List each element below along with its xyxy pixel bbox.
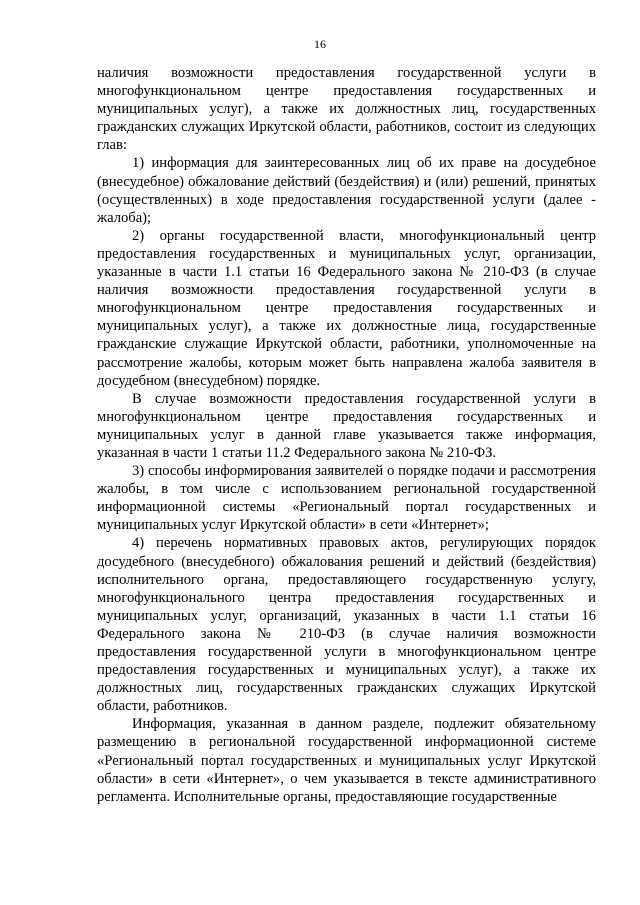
- paragraph-item-4: 4) перечень нормативных правовых актов, регулирующих порядок досудебного (внесудебного) обжалования решений и действий (бездействия) исполнительного органа, предоставляющего государственную услугу, многофункционального центра предоставления государственных и муниципальных услуг, организаций, указанных в части 1.1 статьи 16 Федерального закона № 210-ФЗ (в случае наличия возможности предоставления государственной услуги в многофункциональном центре предоставления государственных и муниципальных услуг), а также их должностных лиц, государственных гражданских служащих Иркутской области, работников.: [97, 535, 596, 715]
- paragraph-item-2: 2) органы государственной власти, многофункциональный центр предоставления государственных и муниципальных услуг, организации, указанные в части 1.1 статьи 16 Федерального закона № 210-ФЗ (в случае наличия возможности предоставления государственной услуги в многофункциональном центре предоставления государственных и муниципальных услуг), а также их должностные лица, государственные гражданские служащие Иркутской области, работники, уполномоченные на рассмотрение жалобы, которым может быть направлена жалоба заявителя в досудебном (внесудебном) порядке.: [97, 227, 596, 389]
- page-number: 16: [314, 37, 326, 51]
- paragraph-item-1: 1) информация для заинтересованных лиц об их праве на досудебное (внесудебное) обжалование действий (бездействия) и (или) решений, принятых (осуществленных) в ходе предоставления государственной услуги (далее - жалоба);: [97, 155, 596, 226]
- paragraph-item-3: 3) способы информирования заявителей о порядке подачи и рассмотрения жалобы, в том числе с использованием региональной государственной информационной системы «Региональный портал государственных и муниципальных услуг Иркутской области» в сети «Интернет»;: [97, 463, 596, 534]
- paragraph-information: Информация, указанная в данном разделе, подлежит обязательному размещению в региональной государственной информационной системе «Региональный портал государственных и муниципальных услуг Иркутской области» в сети «Интернет», о чем указывается в тексте административного регламента. Исполнительные органы, предоставляющие государственные: [97, 716, 596, 805]
- paragraph-continuation: наличия возможности предоставления государственной услуги в многофункциональном центре предоставления государственных и муниципальных услуг), а также их должностных лиц, государственных гражданских служащих Иркутской области, работников, состоит из следующих глав:: [97, 65, 596, 154]
- paragraph-mfc-note: В случае возможности предоставления государственной услуги в многофункциональном центре предоставления государственных и муниципальных услуг в данной главе указывается также информация, указанная в части 1 статьи 11.2 Федерального закона № 210-ФЗ.: [97, 390, 596, 461]
- document-body: [97, 64, 596, 806]
